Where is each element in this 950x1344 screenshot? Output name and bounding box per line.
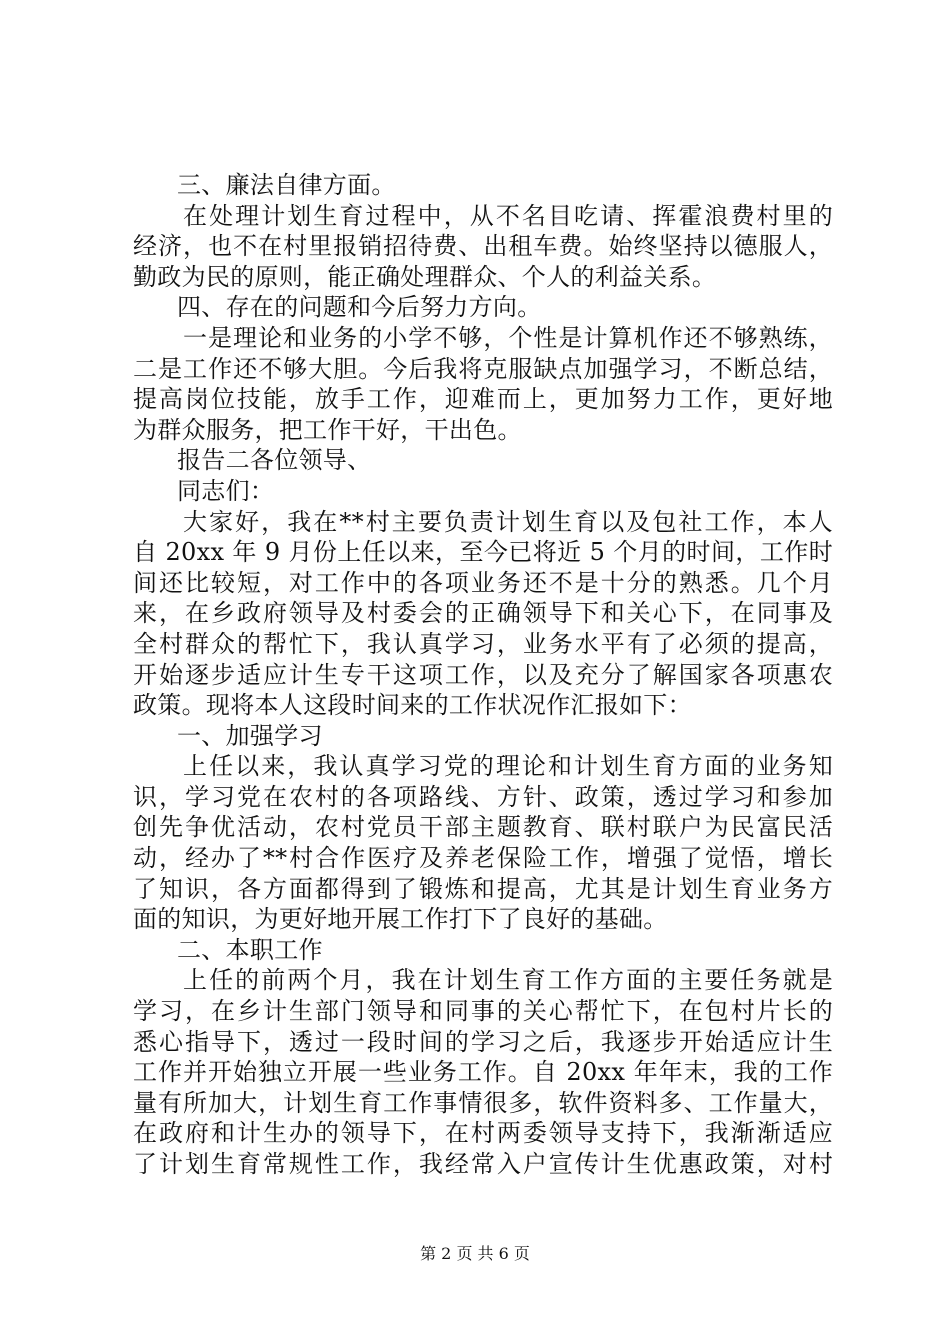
text-line: 间还比较短，对工作中的各项业务还不是十分的熟悉。几个月 xyxy=(133,568,833,597)
document-body xyxy=(133,170,833,1180)
text-line: 二、本职工作 xyxy=(177,935,323,964)
text-line: 悉心指导下，透过一段时间的学习之后，我逐步开始适应计生 xyxy=(133,1027,833,1056)
text-line: 四、存在的问题和今后努力方向。 xyxy=(177,293,542,322)
text-line: 面的知识，为更好地开展工作打下了良好的基础。 xyxy=(133,905,668,934)
page-number-footer: 第 2 页 共 6 页 xyxy=(420,1244,530,1263)
text-line: 创先争优活动，农村党员干部主题教育、联村联户为民富民活 xyxy=(133,813,833,842)
text-line: 一是理论和业务的小学不够，个性是计算机作还不够熟练， xyxy=(183,323,833,352)
text-line: 上任以来，我认真学习党的理论和计划生育方面的业务知 xyxy=(183,752,833,781)
text-line: 大家好，我在**村主要负责计划生育以及包社工作，本人 xyxy=(183,507,833,536)
text-line: 报告二各位领导、 xyxy=(177,446,372,475)
text-line: 动，经办了**村合作医疗及养老保险工作，增强了觉悟，增长 xyxy=(133,844,833,873)
text-line: 一、加强学习 xyxy=(177,721,323,750)
text-line: 自 20xx 年 9 月份上任以来，至今已将近 5 个月的时间，工作时 xyxy=(133,538,833,567)
text-line: 经济，也不在村里报销招待费、出租车费。始终坚持以德服人， xyxy=(133,232,833,261)
text-line: 同志们： xyxy=(177,476,275,505)
text-line: 来，在乡政府领导及村委会的正确领导下和关心下，在同事及 xyxy=(133,599,833,628)
text-line: 量有所加大，计划生育工作事情很多，软件资料多、工作量大， xyxy=(133,1088,833,1117)
text-line: 勤政为民的原则，能正确处理群众、个人的利益关系。 xyxy=(133,262,717,291)
text-line: 全村群众的帮忙下，我认真学习，业务水平有了必须的提高， xyxy=(133,629,833,658)
text-line: 二是工作还不够大胆。今后我将克服缺点加强学习，不断总结， xyxy=(133,354,833,383)
text-line: 为群众服务，把工作干好，干出色。 xyxy=(133,415,522,444)
text-line: 在处理计划生育过程中，从不名目吃请、挥霍浪费村里的 xyxy=(183,201,833,230)
text-line: 三、廉法自律方面。 xyxy=(177,171,396,199)
text-line: 在政府和计生办的领导下，在村两委领导支持下，我渐渐适应 xyxy=(133,1119,833,1148)
text-line: 了计划生育常规性工作，我经常入户宣传计生优惠政策，对村 xyxy=(133,1150,833,1178)
text-line: 了知识，各方面都得到了锻炼和提高，尤其是计划生育业务方 xyxy=(133,874,833,903)
text-line: 政策。现将本人这段时间来的工作状况作汇报如下： xyxy=(133,691,692,720)
text-line: 识，学习党在农村的各项路线、方针、政策，透过学习和参加 xyxy=(133,782,833,811)
text-line: 上任的前两个月，我在计划生育工作方面的主要任务就是 xyxy=(183,966,833,995)
text-line: 工作并开始独立开展一些业务工作。自 20xx 年年末，我的工作 xyxy=(133,1058,833,1087)
text-line: 开始逐步适应计生专干这项工作，以及充分了解国家各项惠农 xyxy=(133,660,833,689)
text-line: 提高岗位技能，放手工作，迎难而上，更加努力工作，更好地 xyxy=(133,385,833,414)
text-line: 学习，在乡计生部门领导和同事的关心帮忙下，在包村片长的 xyxy=(133,997,833,1026)
